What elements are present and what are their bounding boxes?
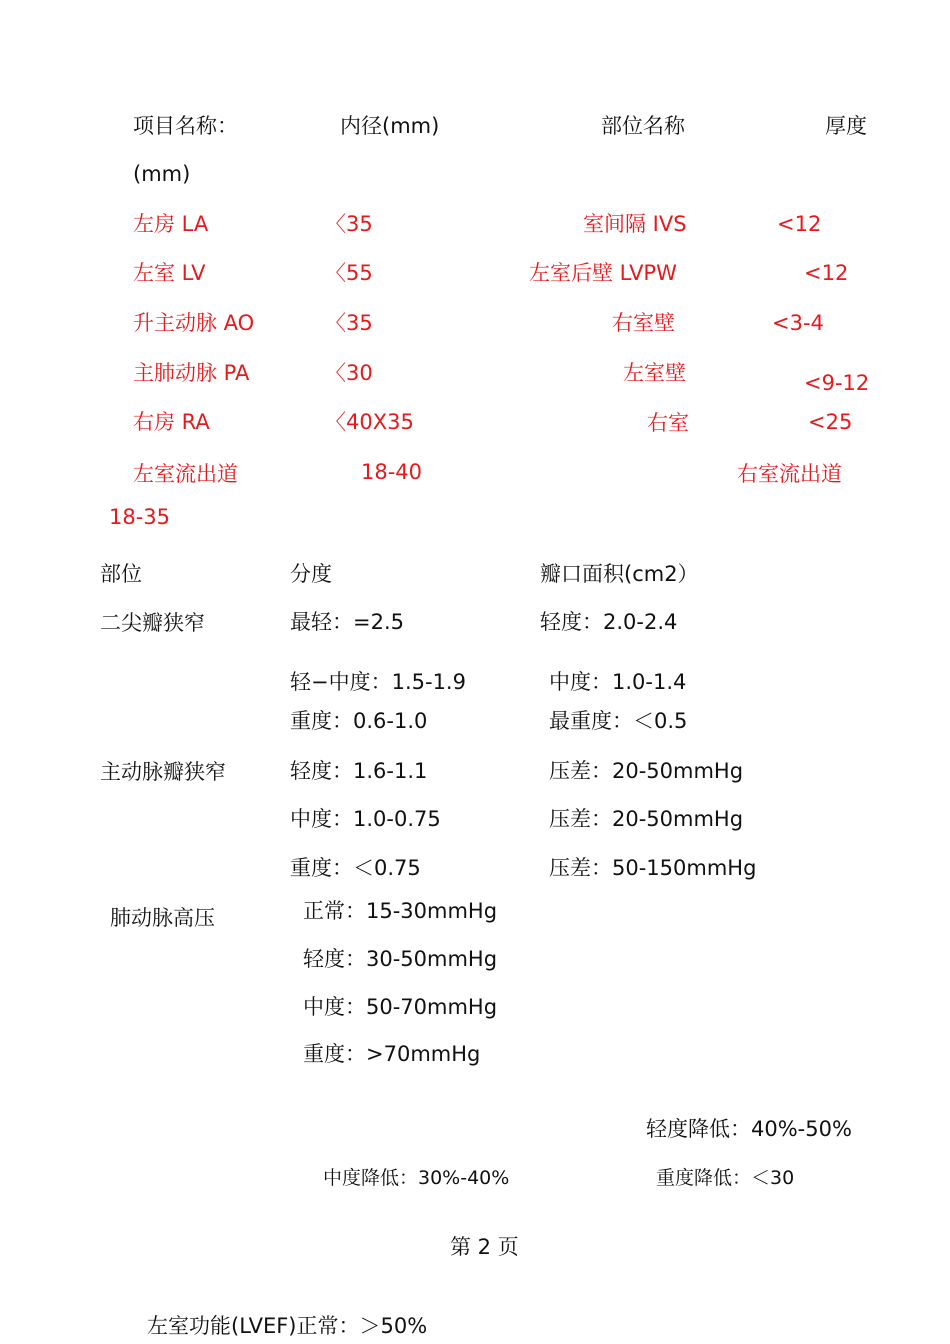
aortic-stenosis-label: 主动脉瓣狭窄 xyxy=(100,760,226,784)
aortic-grade: 中度：1.0-0.75 xyxy=(290,807,441,831)
mitral-area: 轻度：2.0-2.4 xyxy=(540,610,678,634)
pulmonary-grade: 重度：>70mmHg xyxy=(303,1042,481,1066)
dimension-thickness: <12 xyxy=(804,261,849,285)
mitral-grade: 轻−中度：1.5-1.9 xyxy=(290,670,466,694)
dimension-value: 〈35 xyxy=(325,212,373,236)
dimension-name: 左室流出道 xyxy=(133,462,238,486)
dimension-part: 右室流出道 xyxy=(737,462,842,486)
dimension-name: 左房 LA xyxy=(133,212,209,236)
lvef-normal: 左室功能(LVEF)正常：＞50% xyxy=(147,1314,428,1338)
stenosis-grade-header: 分度 xyxy=(290,562,332,586)
thickness-header: 厚度 xyxy=(825,114,867,138)
dimension-thickness: <9-12 xyxy=(804,371,870,395)
item-name-header: 项目名称： xyxy=(133,114,238,138)
mitral-grade: 最轻：=2.5 xyxy=(290,610,404,634)
pulmonary-grade: 轻度：30-50mmHg xyxy=(303,947,498,971)
dimension-thickness: <12 xyxy=(777,212,822,236)
mitral-area: 中度：1.0-1.4 xyxy=(549,670,687,694)
dimension-name: 左室 LV xyxy=(133,261,206,285)
mitral-stenosis-label: 二尖瓣狭窄 xyxy=(100,611,205,635)
dimension-part: 左室后壁 LVPW xyxy=(529,261,677,285)
dimension-value: 〈35 xyxy=(325,311,373,335)
aortic-gradient: 压差：20-50mmHg xyxy=(549,807,744,831)
aortic-grade: 轻度：1.6-1.1 xyxy=(290,759,428,783)
mitral-grade: 重度：0.6-1.0 xyxy=(290,709,428,733)
thickness-unit: (mm) xyxy=(133,162,191,186)
dimension-name: 主肺动脉 PA xyxy=(133,361,250,385)
pulmonary-grade: 中度：50-70mmHg xyxy=(303,995,498,1019)
dimension-thickness: <3-4 xyxy=(772,311,824,335)
dimension-name: 升主动脉 AO xyxy=(133,311,255,335)
lvef-mild: 轻度降低：40%-50% xyxy=(646,1117,852,1141)
lvef-moderate: 中度降低：30%-40% xyxy=(323,1167,510,1189)
dimension-thickness: <25 xyxy=(808,410,853,434)
inner-diameter-header: 内径(mm) xyxy=(340,114,440,138)
dimension-part: 右室壁 xyxy=(612,311,675,335)
dimension-part: 室间隔 IVS xyxy=(583,212,687,236)
dimension-part: 左室壁 xyxy=(623,361,686,385)
dimension-value: 〈40X35 xyxy=(325,410,414,434)
stenosis-area-header: 瓣口面积(cm2） xyxy=(540,562,699,586)
dimension-thickness: 18-35 xyxy=(109,505,171,529)
lvef-severe: 重度降低：＜30 xyxy=(656,1167,795,1189)
stenosis-part-header: 部位 xyxy=(100,562,142,586)
page-number: 第 2 页 xyxy=(450,1235,519,1259)
part-name-header: 部位名称 xyxy=(601,114,685,138)
aortic-grade: 重度：＜0.75 xyxy=(290,856,421,880)
pulmonary-hypertension-label: 肺动脉高压 xyxy=(110,906,215,930)
dimension-name: 右房 RA xyxy=(133,410,210,434)
dimension-value: 18-40 xyxy=(361,460,423,484)
aortic-gradient: 压差：20-50mmHg xyxy=(549,759,744,783)
aortic-gradient: 压差：50-150mmHg xyxy=(549,856,757,880)
dimension-part: 右室 xyxy=(647,411,689,435)
mitral-area: 最重度：＜0.5 xyxy=(549,709,688,733)
dimension-value: 〈30 xyxy=(325,361,373,385)
pulmonary-grade: 正常：15-30mmHg xyxy=(303,899,498,923)
dimension-value: 〈55 xyxy=(325,261,373,285)
